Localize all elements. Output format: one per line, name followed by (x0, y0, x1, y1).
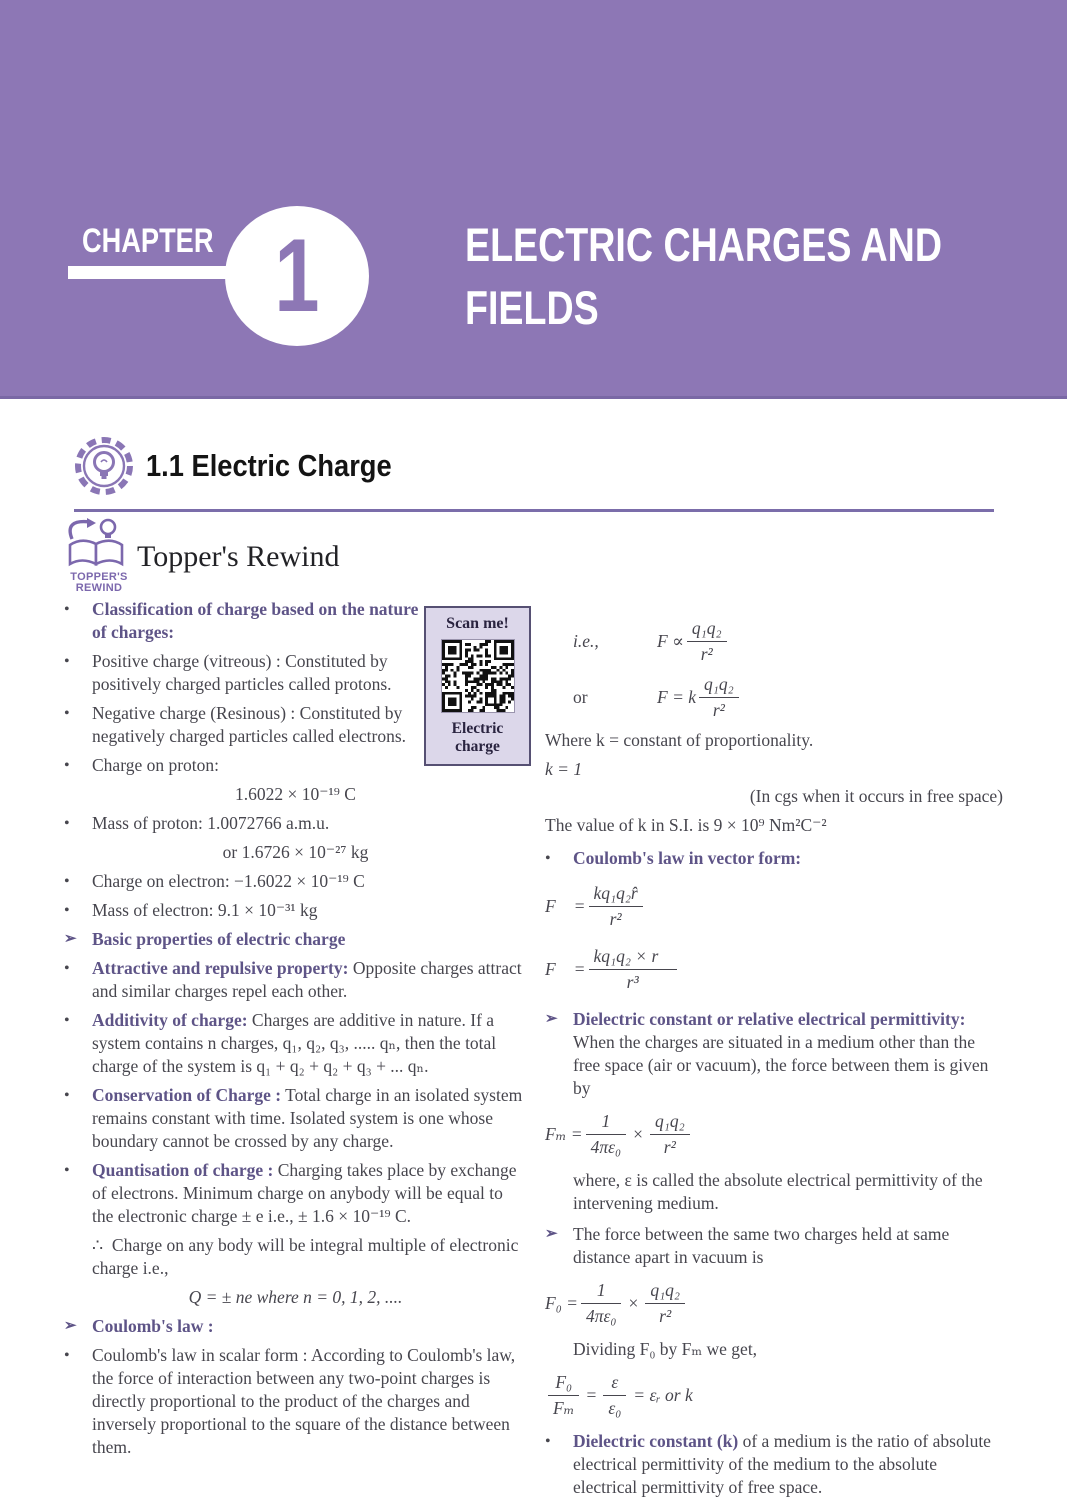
numerator: q₁q₂ (654, 1111, 685, 1131)
item-text (92, 1315, 214, 1338)
numerator: ε (611, 1372, 619, 1392)
chapter-title-line1: ELECTRIC CHARGES AND (465, 218, 942, 271)
rewind-caption-line2: REWIND (75, 582, 123, 594)
text-line: Dividing F₀ by Fₘ we get, (573, 1339, 758, 1359)
list-item (545, 1008, 1005, 1100)
bullet-icon: • (64, 1087, 70, 1104)
list-item (64, 598, 527, 644)
item-lead: Basic properties of electric charge (92, 929, 346, 949)
therefore-line (92, 1234, 527, 1280)
denominator: r² (650, 1134, 690, 1159)
equation-lhs: F⃗ = (545, 959, 586, 979)
equation-lhs: F = k (657, 687, 697, 707)
arrow-bullet-icon: ➢ (64, 931, 77, 947)
equation-line: k = 1 (545, 759, 583, 779)
denominator: r³ (589, 969, 677, 994)
item-text: Coulomb's law in scalar form : According to Coulomb's law, the force of interaction between any two-point charges is directly proportional to the product of the charges and inversely proportional to the square of the distance between them. (92, 1345, 516, 1457)
list-item (64, 1009, 527, 1078)
bullet-icon: • (64, 1347, 70, 1364)
equation-row (545, 1279, 1005, 1328)
numerator: q₁q₂ (704, 674, 734, 694)
item-text (573, 1008, 1005, 1100)
equation-line: Q = ± ne where n = 0, 1, 2, .... (188, 1287, 403, 1307)
bullet-icon: • (64, 902, 70, 919)
denominator: 4πε₀ (581, 1303, 622, 1328)
item-lead: Dielectric constant (k) (573, 1431, 739, 1451)
section-divider (74, 509, 994, 512)
equation-row (545, 945, 1005, 994)
item-body: When the charges are situated in a medium other than the free space (air or vacuum), the force between them is given by (573, 1032, 989, 1098)
bullet-icon: • (64, 757, 70, 774)
arrow-bullet-icon: ➢ (64, 1318, 77, 1334)
denominator: r² (589, 906, 643, 931)
equation-row (545, 882, 1005, 931)
denominator: r² (687, 641, 727, 666)
denominator: 4πε₀ (586, 1134, 627, 1159)
equation-row (545, 1371, 1005, 1420)
value-line: or 1.6726 × 10⁻²⁷ kg (222, 842, 369, 862)
item-text: Charge on any body will be integral multiple of electronic charge i.e., (92, 1235, 519, 1278)
fraction (603, 1371, 626, 1420)
item-lead: Additivity of charge: (92, 1010, 248, 1030)
list-item (545, 1223, 1005, 1269)
bullet-icon: • (64, 815, 70, 832)
text-line: where, ε is called the absolute electrical permittivity of the intervening medium. (573, 1170, 983, 1213)
content-columns (64, 598, 1005, 1500)
numerator: 1 (601, 1111, 611, 1131)
list-item (64, 1344, 527, 1459)
fraction (581, 1279, 622, 1328)
right-column (545, 598, 1005, 1500)
list-item (64, 812, 527, 835)
list-item (64, 650, 527, 696)
numerator: F₀ (555, 1372, 573, 1392)
equation-lhs: Fₘ = (545, 1124, 583, 1144)
item-body: Total charge in an isolated system remains constant with time. Isolated system is one whose boundary cannot be crossed by any charge. (92, 1085, 523, 1151)
item-text: Charge on proton: (92, 755, 220, 775)
numerator: 1 (596, 1280, 606, 1300)
item-lead: Attractive and repulsive property: (92, 958, 349, 978)
numerator: kq₁q₂r̂ (593, 883, 638, 903)
fraction (586, 1110, 627, 1159)
equation-label: i.e., (573, 631, 599, 651)
item-text (92, 1084, 527, 1153)
bullet-icon: • (64, 601, 70, 618)
therefore-icon: ∴ (92, 1235, 104, 1255)
item-lead: Classification of charge based on the nature of charges: (92, 599, 419, 642)
denominator: ε₀ (603, 1395, 626, 1420)
item-text: Positive charge (vitreous) : Constituted by positively charged particles called protons. (92, 651, 392, 694)
rewind-caption-line1: TOPPER'S (70, 571, 128, 583)
item-text: Mass of proton: 1.0072766 a.m.u. (92, 813, 330, 833)
equation-lhs: F ∝ (657, 631, 684, 651)
equation-row (545, 673, 1005, 722)
qr-caption: Electric charge (451, 720, 504, 755)
section-title (146, 448, 425, 484)
equation-label: or (573, 687, 588, 707)
bulb-stamp-icon (74, 436, 134, 496)
equation-row (545, 617, 1005, 666)
fraction (687, 617, 727, 666)
numerator: kq₁q₂ × r⃗ (593, 946, 672, 966)
item-text (92, 598, 527, 644)
bullet-icon: • (64, 1012, 70, 1029)
fraction (589, 945, 677, 994)
item-text (92, 1009, 527, 1078)
chapter-label-text: CHAPTER (82, 222, 214, 260)
toppers-rewind-badge (58, 515, 140, 594)
section-heading (74, 436, 425, 496)
list-item (545, 847, 1005, 870)
list-item (64, 1084, 527, 1153)
denominator: Fₘ (548, 1395, 579, 1420)
item-text (92, 957, 527, 1003)
item-text: Mass of electron: 9.1 × 10⁻³¹ kg (92, 900, 318, 920)
item-text: The force between the same two charges held at same distance apart in vacuum is (573, 1224, 950, 1267)
item-lead: Coulomb's law : (92, 1316, 214, 1336)
item-text: Charge on electron: −1.6022 × 10⁻¹⁹ C (92, 871, 365, 891)
bullet-icon: • (64, 653, 70, 670)
equation-lhs: F⃗ = (545, 896, 586, 916)
item-lead: Dielectric constant or relative electrical permittivity: (573, 1009, 966, 1029)
item-text (573, 1430, 1005, 1499)
list-item (64, 754, 527, 777)
item-body: Opposite charges attract and similar charges repel each other. (92, 958, 522, 1001)
bullet-icon: • (64, 960, 70, 977)
equation-lhs: F₀ = (545, 1293, 578, 1313)
item-text (92, 1159, 527, 1228)
item-body: Charges are additive in nature. If a system contains n charges, q₁, q₂, q₃, ..... qₙ, then the total charge of the system is q₁ + q₂ + q₂ + q₃ + ... qₙ. (92, 1010, 497, 1076)
value-line: 1.6022 × 10⁻¹⁹ C (235, 784, 356, 804)
denominator: r² (645, 1303, 685, 1328)
chapter-number-circle (225, 206, 369, 346)
note-line: (In cgs when it occurs in free space) (749, 786, 1003, 806)
item-lead: Coulomb's law in vector form: (573, 848, 802, 868)
text-line: The value of k in S.I. is 9 × 10⁹ Nm²C⁻² (545, 815, 827, 835)
left-column (64, 598, 527, 1500)
chapter-title (465, 214, 1061, 340)
list-item (64, 957, 527, 1003)
chapter-rule-bar (68, 266, 231, 279)
times-operator: × (633, 1124, 643, 1144)
numerator: q₁q₂ (691, 618, 722, 638)
item-body: of a medium is the ratio of absolute electrical permittivity of the medium to the absolute electrical permittivity of free space. (573, 1431, 991, 1497)
equation-rhs: = εᵣ or k (633, 1385, 693, 1405)
item-text (92, 928, 345, 951)
list-item (64, 1315, 527, 1338)
list-item (64, 1159, 527, 1228)
equation-row (545, 1110, 1005, 1159)
list-item (64, 702, 527, 748)
chapter-label (82, 224, 246, 259)
equals-sign: = (586, 1385, 597, 1405)
rewind-caption (58, 572, 140, 594)
fraction (699, 673, 739, 722)
fraction (589, 882, 643, 931)
times-operator: × (628, 1293, 639, 1313)
numerator: q₁q₂ (650, 1280, 681, 1300)
bullet-icon: • (64, 1162, 70, 1179)
bullet-icon: • (545, 850, 551, 867)
arrow-bullet-icon: ➢ (545, 1011, 558, 1027)
item-text (573, 847, 801, 870)
qr-scan-label: Scan me! (446, 615, 509, 632)
denominator: r² (699, 697, 739, 722)
fraction (548, 1371, 579, 1420)
rewind-title: Topper's Rewind (137, 540, 340, 573)
list-item (545, 1430, 1005, 1499)
chapter-title-line2: FIELDS (465, 281, 599, 334)
item-lead: Conservation of Charge : (92, 1085, 282, 1105)
list-item (64, 928, 527, 951)
bullet-icon: • (64, 873, 70, 890)
fraction (650, 1110, 690, 1159)
item-lead: Quantisation of charge : (92, 1160, 274, 1180)
bullet-icon: • (545, 1433, 551, 1450)
item-text: Negative charge (Resinous) : Constituted by negatively charged particles called electrons. (92, 703, 407, 746)
chapter-number: 1 (274, 218, 320, 334)
list-item (64, 870, 527, 893)
list-item (64, 899, 527, 922)
bullet-icon: • (64, 705, 70, 722)
item-body: Charging takes place by exchange of electrons. Minimum charge on anybody will be equal to the electronic charge ± e i.e., ± 1.6 × 10⁻¹⁹ C. (92, 1160, 517, 1226)
arrow-bullet-icon: ➢ (545, 1226, 558, 1242)
text-line: Where k = constant of proportionality. (545, 730, 814, 750)
section-title-text: 1.1 Electric Charge (146, 448, 392, 483)
book-bulb-icon (60, 515, 138, 567)
chapter-banner (0, 0, 1067, 399)
fraction (645, 1279, 685, 1328)
